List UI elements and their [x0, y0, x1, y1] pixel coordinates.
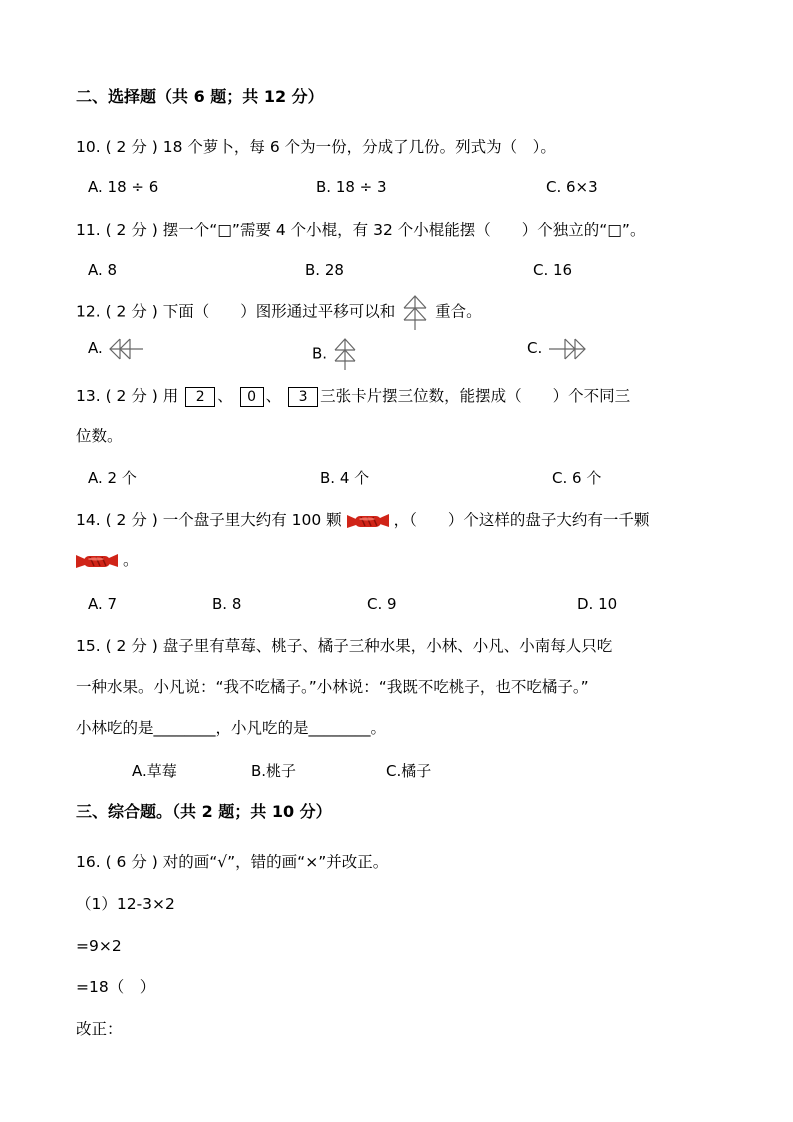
question-15-line1: 15. ( 2 分 ) 盘子里有草莓、桃子、橘子三种水果，小林、小凡、小南每人只吃: [76, 637, 613, 655]
question-10-stem: 10. ( 2 分 ) 18 个萝卜，每 6 个为一份，分成了几份。列式为（ ）。: [76, 138, 556, 156]
question-14-stem: [76, 509, 649, 532]
q12-option-c-label: C.: [527, 339, 543, 357]
q13-stem-suffix: 三张卡片摆三位数，能摆成（ ）个不同三: [320, 387, 631, 405]
section-2-heading: 二、选择题（共 6 题；共 12 分）: [76, 87, 324, 106]
q13-option-b: B. 4 个: [320, 469, 370, 487]
q14-option-a: A. 7: [88, 595, 118, 613]
question-13-stem: [76, 385, 630, 407]
q16-expression-line-2: =9×2: [76, 937, 122, 955]
question-15-line2: 一种水果。小凡说：“我不吃橘子。”小林说：“我既不吃桃子，也不吃橘子。”: [76, 678, 589, 696]
q15-option-c: C.橘子: [386, 762, 432, 780]
q14-option-b: B. 8: [212, 595, 242, 613]
q13-option-a: A. 2 个: [88, 469, 137, 487]
q11-option-c: C. 16: [533, 261, 573, 279]
left-arrow-shape-icon: [108, 337, 144, 360]
question-16-stem: 16. ( 6 分 ) 对的画“√”，错的画“×”并改正。: [76, 853, 389, 871]
q13-separator-2: 、: [265, 387, 282, 405]
right-arrow-shape-icon: [547, 337, 587, 360]
digit-card-3: 3: [288, 387, 318, 407]
digit-card-0: 0: [240, 387, 264, 407]
question-15-line3: 小林吃的是________，小凡吃的是________。: [76, 719, 387, 737]
q12-option-a-label: A.: [88, 339, 103, 357]
q14-option-d: D. 10: [577, 595, 618, 613]
tree-shape-option-icon: [332, 337, 358, 371]
q12-option-b: [312, 337, 358, 371]
candy-icon: [347, 510, 389, 532]
q15-option-b: B.桃子: [251, 762, 297, 780]
question-12-stem: [76, 293, 482, 331]
q16-correction-label: 改正：: [76, 1020, 123, 1038]
digit-card-2: 2: [185, 387, 215, 407]
q13-separator-1: 、: [217, 387, 233, 405]
candy-icon: [76, 550, 118, 572]
q14-stem-end: 。: [122, 551, 139, 569]
q13-stem-prefix: 13. ( 2 分 ) 用: [76, 387, 179, 405]
q12-stem-after: 重合。: [435, 302, 482, 321]
q12-option-b-label: B.: [312, 344, 328, 363]
q11-option-b: B. 28: [305, 261, 344, 279]
question-13-stem-line2: 位数。: [76, 427, 123, 445]
q10-option-b: B. 18 ÷ 3: [316, 178, 387, 196]
q14-stem-before: 14. ( 2 分 ) 一个盘子里大约有 100 颗: [76, 511, 342, 529]
q12-stem-before: 12. ( 2 分 ) 下面（ ）图形通过平移可以和: [76, 302, 396, 321]
q10-option-a: A. 18 ÷ 6: [88, 178, 159, 196]
q16-expression-line-3: =18（ ）: [76, 978, 156, 996]
q12-option-c: [527, 337, 587, 360]
q15-option-a: A.草莓: [132, 762, 177, 780]
q11-option-a: A. 8: [88, 261, 118, 279]
q14-option-c: C. 9: [367, 595, 397, 613]
tree-shape-reference-icon: [400, 293, 430, 331]
q14-stem-middle: ，（ ）个这样的盘子大约有一千颗: [393, 511, 650, 529]
q16-expression-line-1: （1）12-3×2: [76, 895, 175, 913]
q12-option-a: [88, 337, 144, 360]
question-11-stem: 11. ( 2 分 ) 摆一个“□”需要 4 个小棍，有 32 个小棍能摆（ ）个独立的“□”。: [76, 221, 646, 239]
question-14-stem-line2: [76, 549, 138, 572]
q10-option-c: C. 6×3: [546, 178, 598, 196]
section-3-heading: 三、综合题。（共 2 题；共 10 分）: [76, 802, 332, 821]
q13-option-c: C. 6 个: [552, 469, 602, 487]
